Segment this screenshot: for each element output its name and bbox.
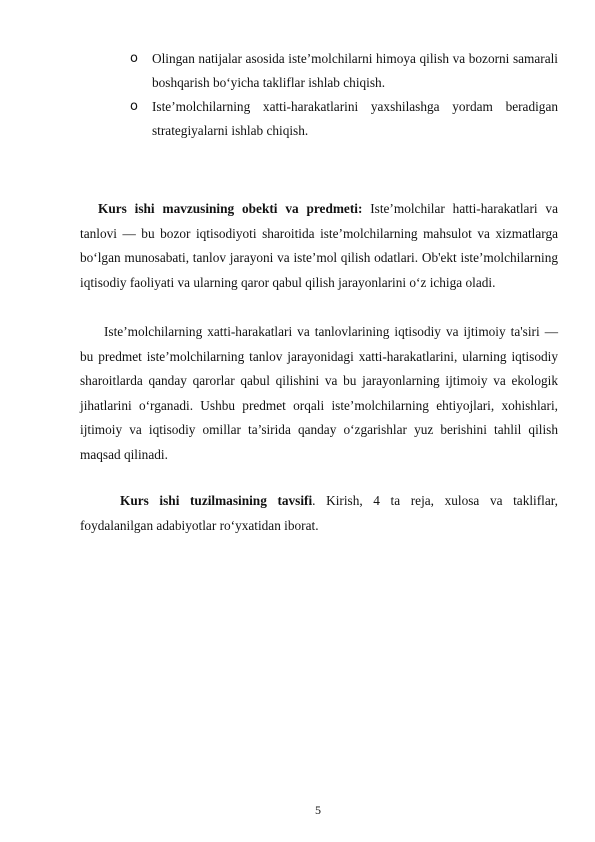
object-subject-text: Iste’molchilar hatti-harakatlari va tanlovi — bu bozor iqtisodiyoti sharoitida iste’molchilarning mahsulot va xizmatlarga bo‘lgan munosabati, tanlov jarayoni va iste’mol qilish odatlari. Ob'ekt iste’molchilarning iqtisodiy faoliyati va ularning qaror qabul qilish jarayonlarini o‘z ichiga oladi. — [80, 201, 558, 290]
page-number: 5 — [315, 803, 321, 817]
bullet-marker-icon: o — [130, 51, 138, 66]
bullet-text: Olingan natijalar asosida iste’molchilarni himoya qilish va bozorni samarali boshqarish bo‘yicha takliflar ishlab chiqish. — [152, 51, 558, 90]
goals-bullet-list — [130, 47, 558, 143]
structure-text: . Kirish, 4 ta reja, xulosa va takliflar, foydalanilgan adabiyotlar ro‘yxatidan iborat. — [80, 493, 558, 533]
bullet-marker-icon: o — [130, 99, 138, 114]
subject-text: Iste’molchilarning xatti-harakatlari va tanlovlarining iqtisodiy va ijtimoiy ta'siri — bu predmet iste’molchilarning tanlov jarayonidagi xatti-harakatlarini, ularning iqtisodiy sharoitlarda qanday qarorlar qabul qilishini va bu jarayonlarning ijtimoiy va ekologik jihatlarini o‘rganadi. Ushbu predmet orqali iste’molchilarning ehtiyojlari, xohishlari, ijtimoiy va iqtisodiy omillar ta’sirida qanday o‘zgarishlar yuz berishini tahlil qilish maqsad qilinadi. — [80, 324, 558, 462]
list-item — [130, 47, 558, 95]
object-subject-heading: Kurs ishi mavzusining obekti va predmeti: — [98, 201, 363, 216]
list-item — [130, 95, 558, 143]
structure-heading: Kurs ishi tuzilmasining tavsifi — [120, 493, 313, 508]
bullet-text: Iste’molchilarning xatti-harakatlarini yaxshilashga yordam beradigan strategiyalarni ishlab chiqish. — [152, 99, 558, 138]
structure-paragraph — [80, 489, 558, 538]
subject-paragraph — [80, 320, 558, 468]
object-subject-paragraph — [80, 197, 558, 295]
